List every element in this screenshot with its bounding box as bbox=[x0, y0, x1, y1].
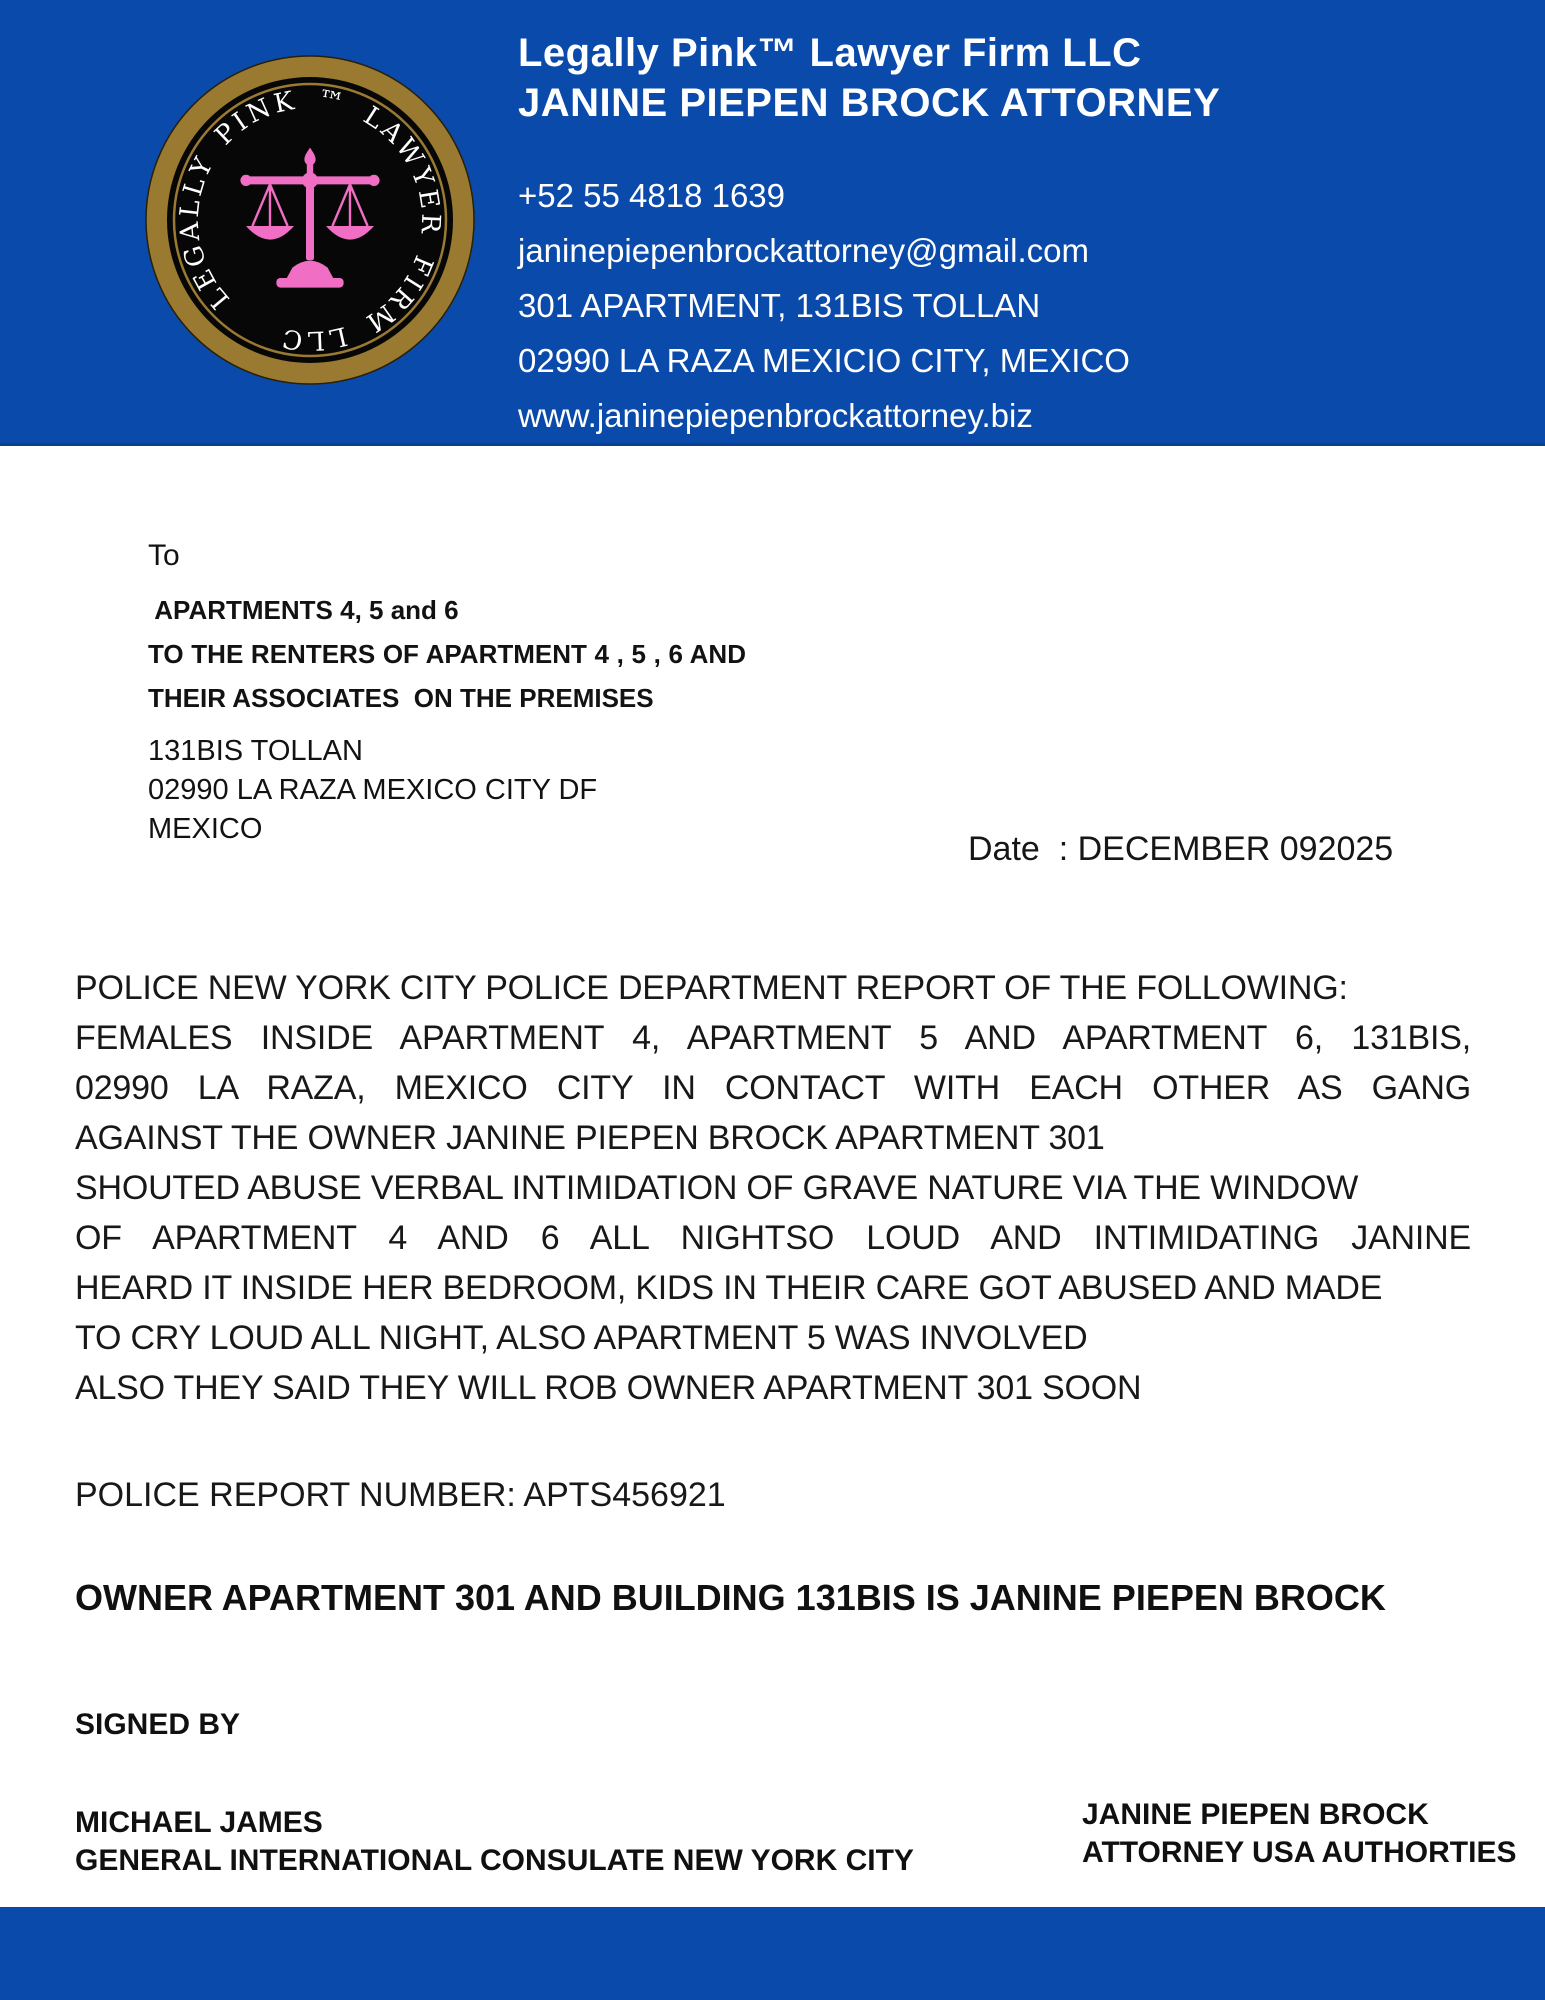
body-line: HEARD IT INSIDE HER BEDROOM, KIDS IN THEIR CARE GOT ABUSED AND MADE bbox=[75, 1269, 1383, 1307]
date-line: Date : DECEMBER 092025 bbox=[968, 830, 1394, 868]
signature-right bbox=[1082, 1796, 1516, 1872]
to-label: To bbox=[148, 539, 180, 572]
seal-text: LEGALLY PINK ™ LAWYER FIRM LLC bbox=[174, 84, 446, 356]
firm-seal-logo bbox=[144, 54, 476, 386]
firm-name: Legally Pink™ Lawyer Firm LLC bbox=[518, 31, 1142, 75]
signer-title: GENERAL INTERNATIONAL CONSULATE NEW YORK CITY bbox=[75, 1844, 914, 1877]
email-address: janinepiepenbrockattorney@gmail.com bbox=[518, 232, 1089, 269]
body-line: 02990 LA RAZA, MEXICO CITY IN CONTACT WITH EACH OTHER AS GANG bbox=[75, 1069, 1471, 1107]
signer-name: MICHAEL JAMES bbox=[75, 1806, 323, 1839]
body-line: AGAINST THE OWNER JANINE PIEPEN BROCK APARTMENT 301 bbox=[75, 1119, 1105, 1157]
body-line: FEMALES INSIDE APARTMENT 4, APARTMENT 5 AND APARTMENT 6, 131BIS, bbox=[75, 1019, 1471, 1057]
recipient-line: APARTMENTS 4, 5 and 6 bbox=[148, 595, 459, 625]
attorney-name: JANINE PIEPEN BROCK ATTORNEY bbox=[518, 81, 1221, 125]
contact-block bbox=[518, 168, 1220, 443]
body-line: SHOUTED ABUSE VERBAL INTIMIDATION OF GRAVE NATURE VIA THE WINDOW bbox=[75, 1169, 1359, 1207]
recipient-line: TO THE RENTERS OF APARTMENT 4 , 5 , 6 AND bbox=[148, 639, 746, 669]
recipient-line: THEIR ASSOCIATES ON THE PREMISES bbox=[148, 683, 654, 713]
street-address: 301 APARTMENT, 131BIS TOLLAN bbox=[518, 287, 1041, 324]
phone-number: +52 55 4818 1639 bbox=[518, 177, 786, 214]
body-line: POLICE NEW YORK CITY POLICE DEPARTMENT REPORT OF THE FOLLOWING: bbox=[75, 969, 1348, 1007]
recipient-address-line: 131BIS TOLLAN bbox=[148, 735, 363, 767]
body-line: ALSO THEY SAID THEY WILL ROB OWNER APARTMENT 301 SOON bbox=[75, 1369, 1142, 1407]
scales-of-justice-icon bbox=[144, 54, 476, 386]
city-address: 02990 LA RAZA MEXICIO CITY, MEXICO bbox=[518, 342, 1130, 379]
body-line: OF APARTMENT 4 AND 6 ALL NIGHTSO LOUD AND INTIMIDATING JANINE bbox=[75, 1219, 1471, 1257]
website-url: www.janinepiepenbrockattorney.biz bbox=[518, 397, 1033, 434]
letterhead-band bbox=[0, 0, 1545, 446]
recipient-bold-lines bbox=[148, 588, 746, 720]
body-line: TO CRY LOUD ALL NIGHT, ALSO APARTMENT 5 WAS INVOLVED bbox=[75, 1319, 1088, 1357]
footer-band bbox=[0, 1907, 1545, 2000]
owner-statement: OWNER APARTMENT 301 AND BUILDING 131BIS IS JANINE PIEPEN BROCK bbox=[75, 1577, 1386, 1618]
recipient-address-line: 02990 LA RAZA MEXICO CITY DF bbox=[148, 774, 598, 806]
recipient-address-line: MEXICO bbox=[148, 813, 263, 845]
body-paragraph bbox=[75, 963, 1471, 1413]
signature-left bbox=[75, 1804, 914, 1880]
police-report-number: POLICE REPORT NUMBER: APTS456921 bbox=[75, 1476, 726, 1514]
signer-name: JANINE PIEPEN BROCK bbox=[1082, 1798, 1429, 1831]
signer-title: ATTORNEY USA AUTHORTIES bbox=[1082, 1836, 1517, 1869]
signed-by-label: SIGNED BY bbox=[75, 1708, 241, 1741]
letterhead-text bbox=[518, 28, 1220, 443]
recipient-block bbox=[148, 536, 746, 849]
recipient-address bbox=[148, 732, 746, 849]
